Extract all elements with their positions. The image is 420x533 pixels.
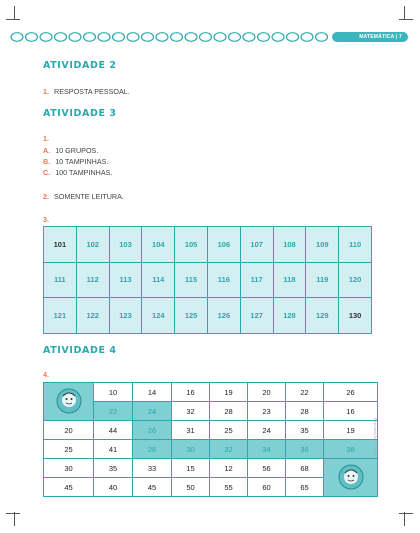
grid-cell: 127 [240, 298, 273, 334]
loop-ornament [287, 33, 299, 42]
grid-cell: 105 [175, 227, 208, 263]
grid-cell: 104 [142, 227, 175, 263]
maze-cell: 32 [210, 440, 248, 459]
loop-ornament [258, 33, 270, 42]
maze-cell: 60 [248, 478, 286, 497]
answer-text: SOMENTE LEITURA. [54, 192, 124, 201]
decorative-loop-border [10, 31, 330, 43]
maze-cell: 55 [210, 478, 248, 497]
maze-cell: 30 [172, 440, 210, 459]
maze-cell: 33 [133, 459, 172, 478]
grid-cell: 108 [273, 227, 306, 263]
loop-ornament [84, 33, 96, 42]
grid-cell: 121 [44, 298, 77, 334]
number-grid-101-130 [43, 226, 372, 334]
maze-cell: 12 [210, 459, 248, 478]
answer-letter: C. [43, 168, 51, 177]
question-number: 2. [43, 192, 49, 201]
maze-cell: 35 [94, 459, 133, 478]
answer-line [43, 168, 112, 177]
maze-row [44, 421, 378, 440]
answer-line [43, 192, 124, 201]
answer-letter: B. [43, 157, 51, 166]
grid-cell: 122 [76, 298, 109, 334]
question-line [43, 215, 54, 224]
maze-cell: 41 [94, 440, 133, 459]
maze-cell: 65 [286, 478, 324, 497]
answer-line [43, 146, 98, 155]
maze-cell: 56 [248, 459, 286, 478]
maze-cell: 16 [172, 383, 210, 402]
grid-cell: 114 [142, 262, 175, 298]
loop-ornament [243, 33, 255, 42]
maze-cell: 16 [324, 402, 378, 421]
maze-cell: 15 [172, 459, 210, 478]
loop-ornament [229, 33, 241, 42]
maze-cell: 24 [133, 402, 172, 421]
loop-ornament [127, 33, 139, 42]
question-line [43, 134, 54, 143]
grid-cell: 118 [273, 262, 306, 298]
answer-text: RESPOSTA PESSOAL. [54, 87, 130, 96]
maze-grid [43, 382, 378, 497]
maze-cell: 36 [286, 440, 324, 459]
maze-cell: 31 [172, 421, 210, 440]
maze-cell: 25 [210, 421, 248, 440]
maze-cell: 26 [324, 383, 378, 402]
loop-ornament [69, 33, 81, 42]
maze-cell: 19 [324, 421, 378, 440]
loop-ornament [142, 33, 154, 42]
crop-mark [399, 19, 413, 20]
question-number: 4. [43, 370, 49, 379]
loop-ornament [171, 33, 183, 42]
grid-row [44, 298, 372, 334]
end-face-icon [324, 459, 378, 497]
maze-cell: 38 [324, 440, 378, 459]
side-note: Reprodução proibida [373, 418, 377, 457]
answer-text: 10 TAMPINHAS. [55, 157, 109, 166]
maze-cell: 50 [172, 478, 210, 497]
maze-cell: 28 [133, 440, 172, 459]
maze-cell: 45 [44, 478, 94, 497]
maze-cell: 34 [248, 440, 286, 459]
heading-atividade-2: ATIVIDADE 2 [43, 60, 117, 71]
maze-row [44, 402, 378, 421]
grid-cell: 120 [339, 262, 372, 298]
answer-line [43, 157, 108, 166]
maze-cell: 68 [286, 459, 324, 478]
crop-mark [404, 6, 405, 20]
maze-row [44, 383, 378, 402]
loop-ornament [185, 33, 197, 42]
maze-cell: 45 [133, 478, 172, 497]
grid-cell: 101 [44, 227, 77, 263]
subject-tag: MATEMÁTICA | 7 [332, 32, 408, 42]
grid-cell: 119 [306, 262, 339, 298]
maze-cell: 40 [94, 478, 133, 497]
grid-cell: 116 [207, 262, 240, 298]
loop-ornament [272, 33, 284, 42]
grid-cell: 111 [44, 262, 77, 298]
maze-cell: 23 [248, 402, 286, 421]
maze-cell: 28 [286, 402, 324, 421]
question-number: 1. [43, 87, 49, 96]
maze-cell: 25 [44, 440, 94, 459]
maze-cell: 20 [44, 421, 94, 440]
grid-cell: 107 [240, 227, 273, 263]
question-number: 3. [43, 215, 49, 224]
maze-cell: 24 [248, 421, 286, 440]
maze-cell: 26 [133, 421, 172, 440]
maze-cell: 14 [133, 383, 172, 402]
crop-mark [6, 513, 20, 514]
maze-cell: 22 [286, 383, 324, 402]
loop-ornament [26, 33, 38, 42]
maze-row [44, 440, 378, 459]
grid-cell: 124 [142, 298, 175, 334]
grid-cell: 130 [339, 298, 372, 334]
loop-ornament [214, 33, 226, 42]
grid-cell: 129 [306, 298, 339, 334]
maze-cell: 19 [210, 383, 248, 402]
grid-cell: 117 [240, 262, 273, 298]
grid-cell: 106 [207, 227, 240, 263]
crop-mark [14, 6, 15, 20]
answer-text: 100 TAMPINHAS. [55, 168, 113, 177]
crop-mark [399, 513, 413, 514]
maze-cell: 28 [210, 402, 248, 421]
grid-cell: 102 [76, 227, 109, 263]
loop-ornament [301, 33, 313, 42]
grid-cell: 125 [175, 298, 208, 334]
maze-cell: 22 [94, 402, 133, 421]
grid-cell: 123 [109, 298, 142, 334]
maze-cell: 10 [94, 383, 133, 402]
crop-mark [14, 512, 15, 526]
question-line [43, 370, 54, 379]
answer-letter: A. [43, 146, 51, 155]
grid-row [44, 227, 372, 263]
start-face-icon [44, 383, 94, 421]
loop-ornament [113, 33, 125, 42]
grid-cell: 128 [273, 298, 306, 334]
maze-cell: 32 [172, 402, 210, 421]
answer-line [43, 87, 130, 96]
maze-cell: 35 [286, 421, 324, 440]
grid-cell: 109 [306, 227, 339, 263]
grid-cell: 112 [76, 262, 109, 298]
grid-cell: 126 [207, 298, 240, 334]
maze-cell: 20 [248, 383, 286, 402]
loop-ornament [40, 33, 52, 42]
question-number: 1. [43, 134, 49, 143]
grid-row [44, 262, 372, 298]
grid-cell: 103 [109, 227, 142, 263]
maze-cell: 30 [44, 459, 94, 478]
loop-ornament [200, 33, 212, 42]
heading-atividade-3: ATIVIDADE 3 [43, 108, 117, 119]
loop-ornament [98, 33, 110, 42]
loop-ornament [11, 33, 23, 42]
crop-mark [404, 512, 405, 526]
heading-atividade-4: ATIVIDADE 4 [43, 345, 117, 356]
grid-cell: 113 [109, 262, 142, 298]
maze-cell: 44 [94, 421, 133, 440]
answer-text: 10 GRUPOS. [55, 146, 99, 155]
grid-cell: 115 [175, 262, 208, 298]
maze-row [44, 459, 378, 478]
crop-mark [6, 19, 20, 20]
loop-ornament [316, 33, 328, 42]
grid-cell: 110 [339, 227, 372, 263]
loop-ornament [156, 33, 168, 42]
loop-ornament [55, 33, 67, 42]
